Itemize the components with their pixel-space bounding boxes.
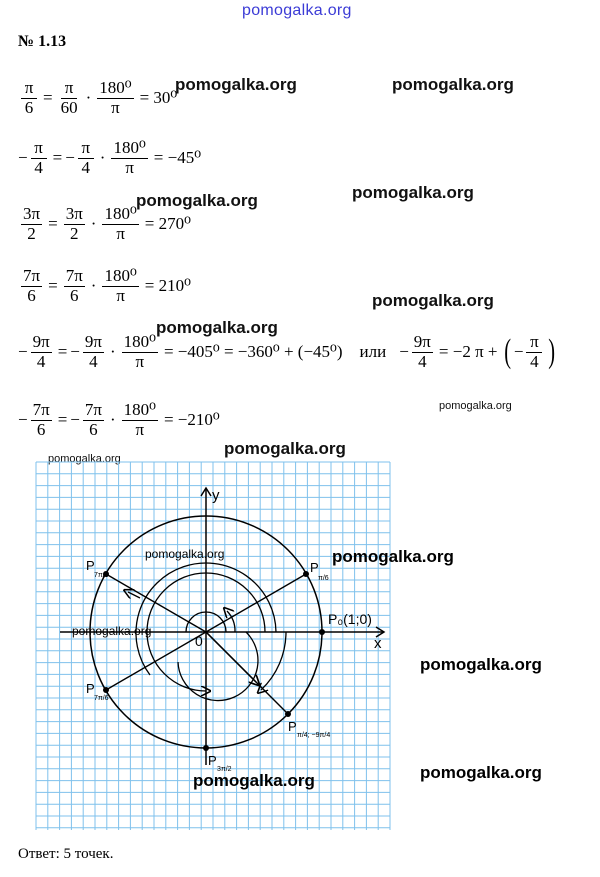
radius	[106, 632, 206, 690]
equation-row: − $\frac{\pi}{4}$ = − $\frac{\pi}{4}$ · $\frac{\text{180⁰}}{\pi}$ = −45⁰	[18, 137, 202, 177]
watermark: pomogalka.org	[136, 191, 258, 210]
point-sub: 3π/2	[217, 766, 232, 773]
point-pi-6	[303, 571, 309, 577]
origin-label: 0	[195, 633, 203, 649]
fraction: $\frac{\pi}{60}$	[60, 77, 78, 117]
fraction: $\frac{3\pi}{2}$	[23, 203, 41, 243]
watermark: pomogalka.org	[392, 75, 514, 94]
point-p0	[319, 629, 325, 635]
watermark: pomogalka.org	[175, 75, 297, 94]
fraction: $\frac{\pi}{4}$	[31, 139, 47, 177]
watermark: pomogalka.org	[145, 547, 225, 561]
watermark: pomogalka.org	[420, 655, 542, 674]
fraction: $\frac{\text{180⁰}}{\pi}$	[113, 137, 146, 177]
fraction: $\frac{7\pi}{6}$	[23, 265, 41, 305]
point-7pi-6-lower	[103, 687, 109, 693]
fraction: $\frac{\text{180⁰}}{\pi}$	[123, 399, 156, 439]
point-sub: 7π/6	[94, 572, 109, 579]
watermark: pomogalka.org	[352, 183, 474, 202]
y-axis-label: y	[212, 487, 220, 504]
fraction: $\frac{9\pi}{4}$	[413, 331, 431, 371]
fraction: $\frac{9\pi}{4}$	[32, 331, 50, 371]
watermark: pomogalka.org	[439, 400, 512, 412]
point-sub: π/4; −9π/4	[297, 732, 331, 739]
answer-text: Ответ: 5 точек.	[18, 846, 114, 862]
point-3pi-2	[203, 745, 209, 751]
equation-row: $\frac{\pi}{6}$ = $\frac{\pi}{60}$ · $\frac{\text{180⁰}}{\pi}$ = 30⁰	[18, 76, 180, 120]
watermark: pomogalka.org	[156, 318, 278, 337]
x-axis-label: x	[374, 635, 382, 652]
p0-label: P₀(1;0)	[328, 611, 372, 627]
watermark: pomogalka.org	[48, 453, 121, 465]
fraction: $\frac{\pi}{4}$	[526, 333, 542, 371]
point-sub: π/6	[318, 575, 329, 582]
alt-word: или	[359, 342, 387, 361]
point-pi-4	[285, 711, 291, 717]
fraction: $\frac{\text{180⁰}}{\pi}$	[104, 265, 137, 305]
watermark-top: pomogalka.org	[242, 2, 352, 19]
fraction: $\frac{3\pi}{2}$	[65, 203, 83, 243]
watermark: pomogalka.org	[332, 547, 454, 566]
watermark: pomogalka.org	[193, 771, 315, 790]
point-label: P	[208, 753, 217, 768]
problem-number: № 1.13	[18, 33, 67, 50]
watermark: pomogalka.org	[224, 439, 346, 458]
point-label: P	[86, 681, 95, 696]
fraction: $\frac{9\pi}{4}$	[84, 331, 102, 371]
point-sub: 7π/6	[94, 695, 109, 702]
unit-circle-diagram	[0, 455, 600, 840]
watermark: pomogalka.org	[420, 763, 542, 782]
arc	[227, 611, 235, 632]
fraction: $\frac{\text{180⁰}}{\pi}$	[123, 331, 156, 371]
arc	[178, 632, 258, 701]
fraction: $\frac{\text{180⁰}}{\pi}$	[104, 203, 137, 243]
point-label: P	[288, 719, 297, 734]
radius	[206, 574, 306, 632]
arc	[261, 632, 286, 690]
point-label: P	[86, 558, 95, 573]
equation-row: $\frac{3\pi}{2}$ = $\frac{3\pi}{2}$ · $\frac{\text{180⁰}}{\pi}$ = 270⁰	[23, 203, 191, 243]
fraction: $\frac{\pi}{4}$	[78, 139, 94, 177]
fraction: $\frac{\pi}{6}$	[21, 79, 37, 117]
fraction: $\frac{\text{180⁰}}{\pi}$	[99, 77, 132, 117]
watermark: pomogalka.org	[372, 291, 494, 310]
fraction: $\frac{7\pi}{6}$	[32, 399, 50, 439]
equation-row: − $\frac{9\pi}{4}$ = − $\frac{9\pi}{4}$ · $\frac{\text{180⁰}}{\pi}$ = −405⁰ = −360⁰ + (−45⁰) или − $\frac{9\pi}{4}$ = −2 π + ( − $\frac{\pi}{4}$ )	[18, 331, 556, 371]
watermark: pomogalka.org	[72, 624, 152, 638]
equation-row: − $\frac{7\pi}{6}$ = − $\frac{7\pi}{6}$ · $\frac{\text{180⁰}}{\pi}$ = −210⁰	[18, 399, 220, 439]
fraction: $\frac{7\pi}{6}$	[65, 265, 83, 305]
fraction: $\frac{7\pi}{6}$	[84, 399, 102, 439]
point-label: P	[310, 560, 319, 575]
equation-row: $\frac{7\pi}{6}$ = $\frac{7\pi}{6}$ · $\frac{\text{180⁰}}{\pi}$ = 210⁰	[23, 265, 191, 305]
